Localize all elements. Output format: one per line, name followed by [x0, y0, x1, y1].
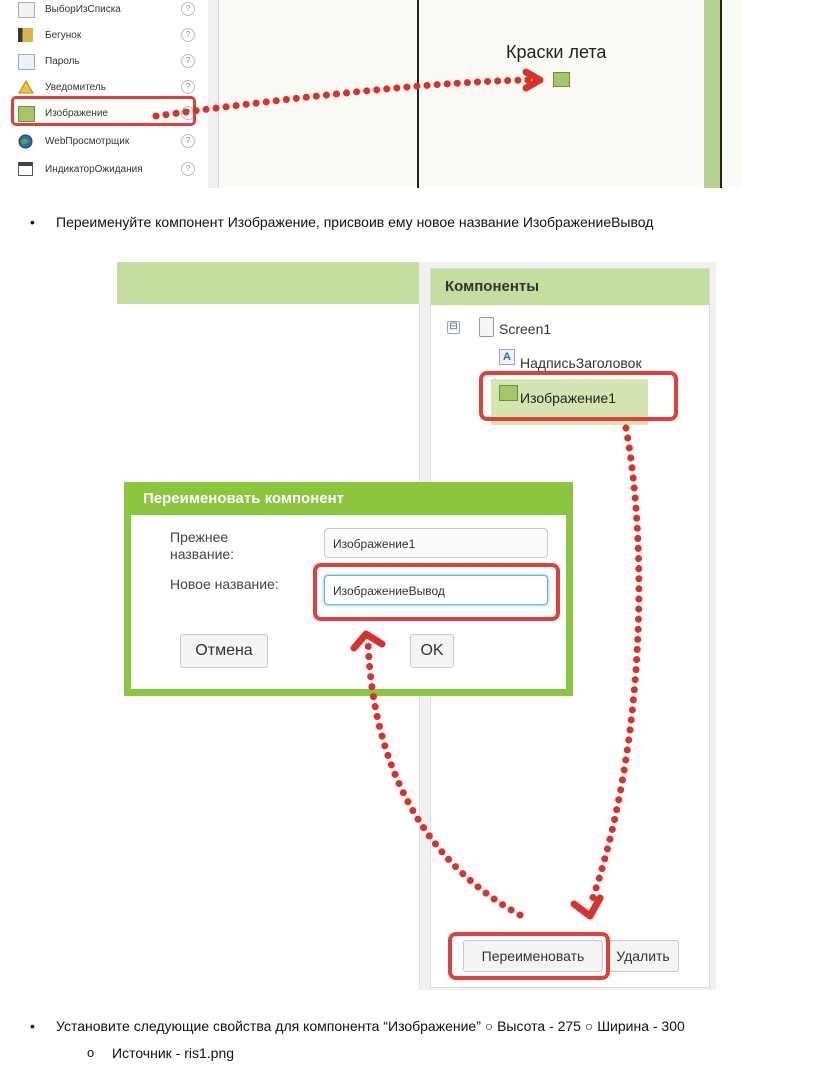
slider-icon [18, 28, 33, 42]
image1-highlight-box [479, 371, 678, 421]
help-icon[interactable]: ? [181, 162, 195, 176]
bullet-marker: • [30, 1018, 35, 1034]
tree-item-screen1[interactable]: Screen1 [499, 321, 552, 337]
tree-item-image1[interactable]: Изображение1 [520, 390, 616, 406]
palette-item-notifier[interactable]: Уведомитель ? [10, 75, 208, 101]
rename-screenshot [117, 262, 716, 990]
image-placeholder-icon [553, 72, 570, 87]
new-name-field[interactable]: ИзображениеВывод [324, 575, 548, 605]
window-icon [18, 162, 33, 176]
palette-scrollbar[interactable] [208, 0, 219, 188]
palette-item-list-picker[interactable]: ВыборИзСписка ? [10, 0, 208, 23]
warning-icon [18, 80, 33, 94]
rename-button[interactable]: Переименовать [463, 940, 603, 972]
viewer-header [117, 262, 419, 304]
rename-highlight-box [448, 932, 610, 980]
delete-button[interactable]: Удалить [607, 940, 679, 972]
components-title: Компоненты [445, 278, 540, 295]
old-name-field: Изображение1 [324, 528, 548, 558]
collapse-icon[interactable]: ⊟ [447, 321, 460, 334]
dialog-title: Переименовать компонент [143, 490, 345, 507]
help-icon[interactable]: ? [181, 134, 195, 148]
viewer-side-strip [704, 0, 720, 188]
help-icon[interactable]: ? [181, 54, 195, 68]
step2-paragraph [30, 1018, 685, 1034]
components-header [431, 269, 709, 305]
new-name-label: Новое название: [170, 576, 279, 592]
label-icon: A [499, 349, 515, 365]
palette-item-password[interactable]: Пароль ? [10, 49, 208, 75]
ok-button[interactable]: OK [410, 634, 454, 668]
palette-item-slider[interactable]: Бегунок ? [10, 23, 208, 49]
viewer-phone-border [417, 0, 419, 188]
globe-icon [18, 134, 33, 148]
new-name-highlight-box [313, 563, 560, 621]
password-icon [18, 54, 35, 70]
viewer-caption: Краски лета [506, 42, 607, 62]
help-icon[interactable]: ? [181, 28, 195, 42]
screen-icon [479, 317, 494, 337]
image-highlight-box [11, 96, 196, 126]
bullet-marker: • [30, 214, 35, 230]
tree-item-label[interactable]: НадписьЗаголовок [520, 355, 642, 371]
palette-screenshot [10, 0, 742, 188]
step1-text: Переименуйте компонент Изображение, присвоив ему новое название ИзображениеВывод [56, 214, 654, 230]
palette-item-image[interactable]: Изображение ? [10, 101, 208, 127]
sub-bullet-marker: o [87, 1045, 95, 1060]
step2-subitem-text: Источник - ris1.png [112, 1045, 235, 1061]
old-name-label: Прежнее название: [170, 529, 235, 562]
palette-item-activity-indicator[interactable]: ИндикаторОжидания ? [10, 157, 208, 183]
help-icon[interactable]: ? [181, 2, 195, 16]
palette-item-webviewer[interactable]: WebПросмотрщик ? [10, 129, 208, 155]
help-icon[interactable]: ? [181, 106, 195, 120]
step2-text: Установите следующие свойства для компонента “Изображение” ○ Высота - 275 ○ Ширина - 300 [56, 1018, 685, 1034]
cancel-button[interactable]: Отмена [180, 634, 268, 668]
help-icon[interactable]: ? [181, 80, 195, 94]
component-palette [10, 0, 209, 188]
list-picker-icon [18, 2, 35, 18]
step1-paragraph [30, 214, 654, 230]
step2-subitem [87, 1045, 235, 1061]
